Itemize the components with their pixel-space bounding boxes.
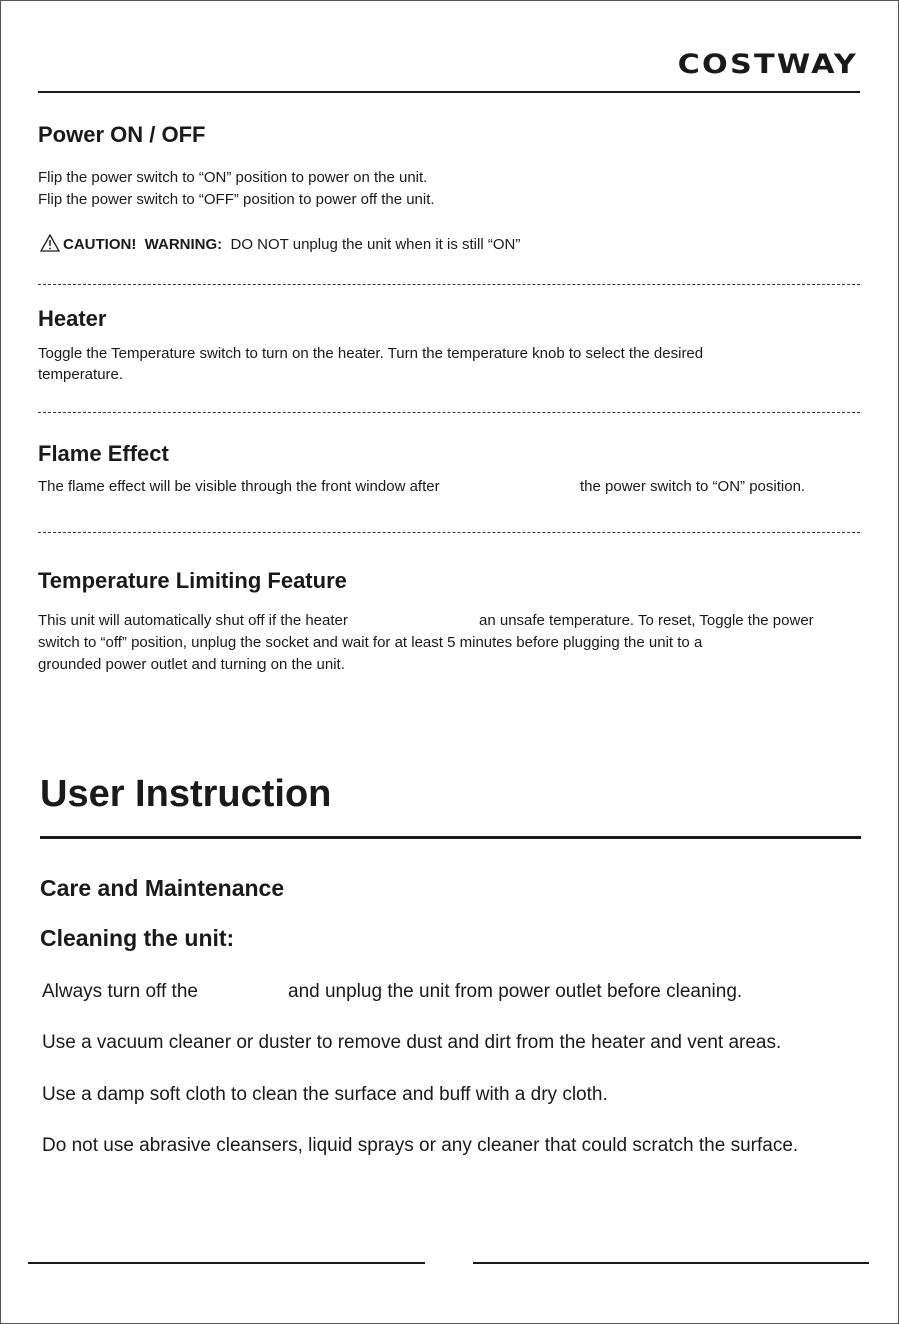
flame-section-title: Flame Effect <box>38 441 169 466</box>
flame-text-b: the power switch to “ON” position. <box>580 478 806 495</box>
header-rule <box>38 91 860 93</box>
temp-limit-line-3: grounded power outlet and turning on the unit. <box>38 656 345 673</box>
cleaning-item-2: Use a vacuum cleaner or duster to remove dust and dirt from the heater and vent areas. <box>42 1032 782 1053</box>
warning-label: WARNING: <box>144 236 223 253</box>
cleaning-item-4: Do not use abrasive cleansers, liquid sprays or any cleaner that could scratch the surface. <box>42 1135 799 1156</box>
temp-limit-line-1b: an unsafe temperature. To reset, Toggle the power <box>479 612 814 629</box>
section-divider <box>38 532 860 533</box>
heater-line-1: Toggle the Temperature switch to turn on the heater. Turn the temperature knob to select the desired <box>38 345 704 362</box>
user-instruction-rule <box>40 836 861 839</box>
power-section-title: Power ON / OFF <box>38 122 206 147</box>
cleaning-title: Cleaning the unit: <box>40 925 235 951</box>
caution-label: CAUTION! <box>63 236 137 253</box>
footer-rule-right <box>473 1262 869 1264</box>
temp-limit-section-title: Temperature Limiting Feature <box>38 568 347 593</box>
section-divider <box>38 412 860 413</box>
temp-limit-line-2: switch to “off” position, unplug the socket and wait for at least 5 minutes before plugging the unit to a <box>38 634 703 651</box>
power-line-2: Flip the power switch to “OFF” position to power off the unit. <box>38 191 435 208</box>
section-divider <box>38 284 860 285</box>
heater-section-title: Heater <box>38 306 107 331</box>
warning-text: DO NOT unplug the unit when it is still “ON” <box>230 236 521 253</box>
power-line-1: Flip the power switch to “ON” position to power on the unit. <box>38 169 428 186</box>
temp-limit-line-1a: This unit will automatically shut off if the heater <box>38 612 348 629</box>
cleaning-item-1a: Always turn off the <box>42 981 198 1002</box>
warning-triangle-icon <box>40 234 60 258</box>
brand-logo: COSTWAY <box>677 49 858 80</box>
footer-rule-left <box>28 1262 425 1264</box>
cleaning-item-1b: and unplug the unit from power outlet before cleaning. <box>288 981 743 1002</box>
user-instruction-title: User Instruction <box>40 773 332 815</box>
heater-line-2: temperature. <box>38 366 124 383</box>
flame-text-a: The flame effect will be visible through the front window after <box>38 478 440 495</box>
cleaning-item-3: Use a damp soft cloth to clean the surface and buff with a dry cloth. <box>42 1084 608 1105</box>
warning-row <box>40 234 520 258</box>
care-maintenance-title: Care and Maintenance <box>40 875 285 901</box>
